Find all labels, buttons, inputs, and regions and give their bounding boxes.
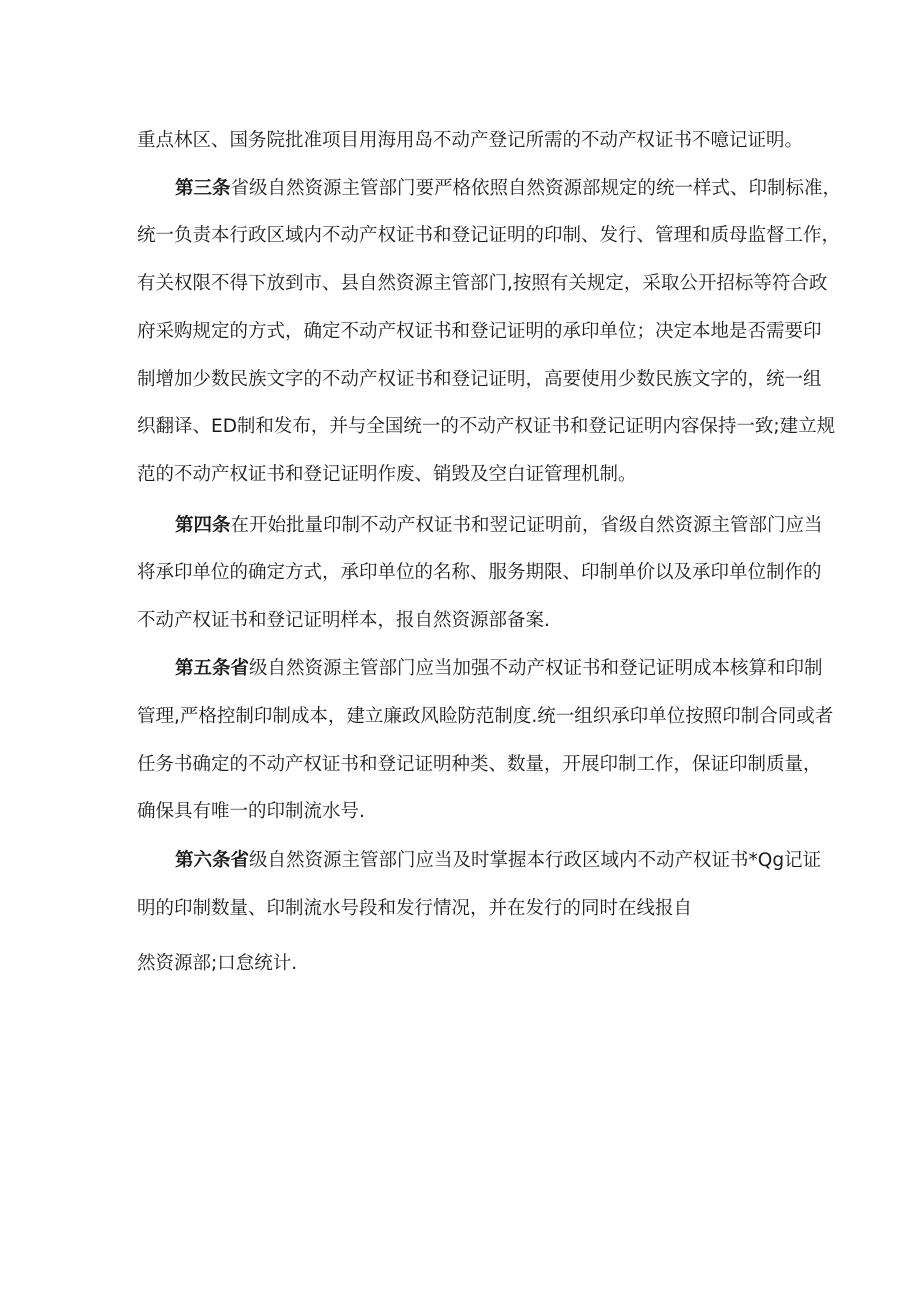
- line-text: 有关权限不得下放到市、县自然资源主管部门,按照有关规定，采取公开招标等符合政: [137, 273, 828, 294]
- line-text: 省级自然资源主管部门要严格依照自然资源部规定的统一样式、印制标准，: [230, 178, 842, 199]
- line-text: 制增加少数民族文字的不动产权证书和登记证明，高要使用少数民族文字的，统一组: [137, 369, 822, 390]
- line-text: 重点林区、国务院批准项目用海用岛不动产登记所需的不动产权证书不噫记证明。: [137, 130, 804, 151]
- article-6-heading: 第六条省: [175, 850, 250, 871]
- line-text: 织翻译、ED制和发布，并与全国统一的不动产权证书和登记证明内容保持一致;建立规: [137, 416, 836, 437]
- line-text: 府采购规定的方式，确定不动产权证书和登记证明的承印单位；决定本地是否需要印: [137, 321, 822, 342]
- text-line: [137, 463, 637, 487]
- text-line: [137, 897, 692, 921]
- line-text: 在开始批量印制不动产权证书和翌记证明前，省级自然资源主管部门应当: [230, 515, 823, 536]
- article-4-first-line: [175, 514, 823, 538]
- line-text: 然资源部;口怠统计.: [137, 953, 298, 974]
- line-text: 统一负责本行政区域内不动产权证书和登记证明的印制、发行、管理和质母监督工作，: [137, 225, 841, 246]
- article-3-first-line: [175, 177, 841, 201]
- text-line: [137, 561, 822, 585]
- line-text: 管理,严格控制印制成本，建立廉政风睑防范制度.统一组织承印单位按照印制合同或者: [137, 706, 834, 727]
- text-line: [137, 609, 550, 633]
- line-text: 任务书确定的不动产权证书和登记证明种类、数量，开展印制工作，保证印制质量，: [137, 754, 822, 775]
- text-line: [137, 129, 803, 153]
- article-4-heading: 第四条: [175, 515, 231, 536]
- text-line: [137, 272, 827, 296]
- text-line: [137, 753, 822, 777]
- article-5-heading: 第五条省: [175, 658, 250, 679]
- article-6-first-line: [175, 849, 821, 873]
- text-line: [137, 368, 822, 392]
- article-5-first-line: [175, 657, 823, 681]
- line-text: 明的印制数量、印制流水号段和发行情况，并在发行的同时在线报自: [137, 898, 693, 919]
- line-text: 将承印单位的确定方式，承印单位的名称、服务期限、印制单价以及承印单位制作的: [137, 562, 822, 583]
- article-3-heading: 第三条: [175, 178, 231, 199]
- text-line: [137, 320, 822, 344]
- text-line: [137, 224, 840, 248]
- line-text: 级自然资源主管部门应当加强不动产权证书和登记证明成本核算和印制: [249, 658, 823, 679]
- line-text: 确保具有唯一的印制流水号.: [137, 801, 365, 822]
- line-text: 不动产权证书和登记证明样本，报自然资源部备案.: [137, 610, 550, 631]
- text-line: [137, 952, 297, 976]
- text-line: [137, 415, 835, 439]
- text-line: [137, 705, 833, 729]
- text-line: [137, 800, 365, 824]
- line-text: 级自然资源主管部门应当及时掌握本行政区域内不动产权证书*Qg记证: [249, 850, 822, 871]
- line-text: 范的不动产权证书和登记证明作废、销毁及空白证管理机制。: [137, 464, 637, 485]
